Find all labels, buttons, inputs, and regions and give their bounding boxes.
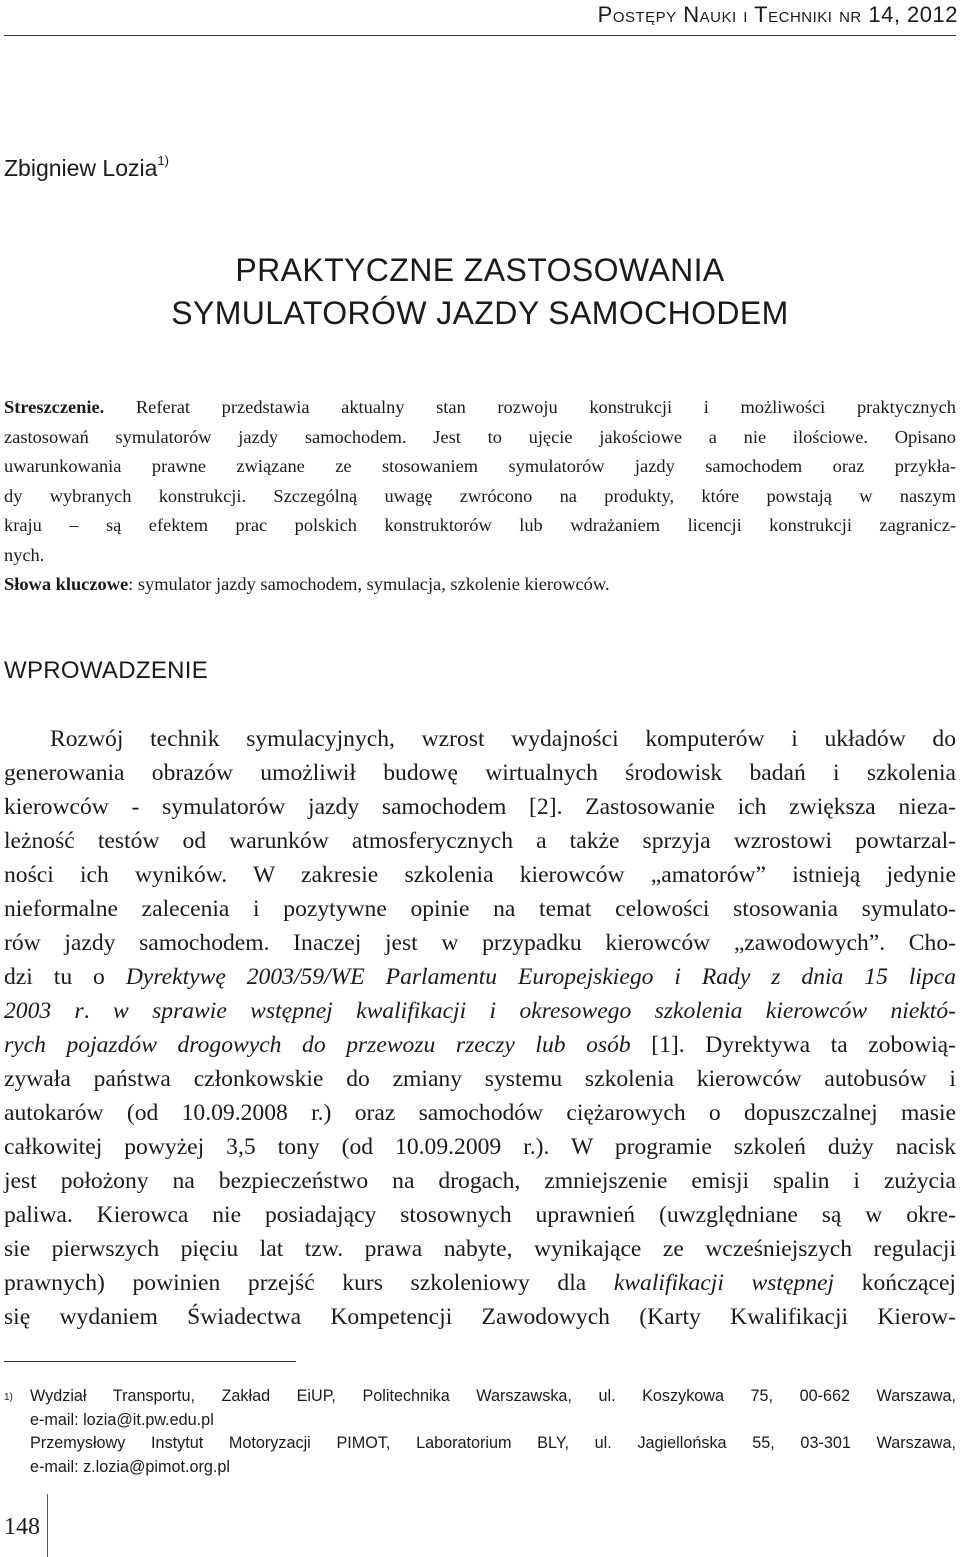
body-line: nieformalne zalecenia i pozytywne opinie na temat celowości stosowania symulato- [4,896,956,922]
keywords-text: : symulator jazdy samochodem, symulacja, szkolenie kierowców. [128,574,610,594]
footnote-email: e-mail: lozia@it.pw.edu.pl [30,1410,214,1429]
footnote-mark: 1) [4,1392,13,1403]
body-line: autokarów (od 10.09.2008 r.) oraz samochodów ciężarowych o dopuszczalnej masie [4,1100,956,1126]
author-name [4,155,169,182]
abstract-line: Streszczenie. Referat przedstawia aktualny stan rozwoju konstrukcji i możliwości praktycznych [4,397,956,417]
body-line: ności ich wyników. W zakresie szkolenia kierowców „amatorów” istnieją jedynie [4,862,956,888]
keywords [4,570,956,600]
body-line: kierowców - symulatorów jazdy samochodem [2]. Zastosowanie ich zwiększa nieza- [4,794,956,820]
footnote-line: Wydział Transportu, Zakład EiUP, Politechnika Warszawska, ul. Koszykowa 75, 00-662 Warszawa, [30,1387,956,1405]
body-line: Rozwój technik symulacyjnych, wzrost wydajności komputerów i układów do [50,726,956,752]
footnote-rule [4,1361,296,1362]
paper-title-line-1: PRAKTYCZNE ZASTOSOWANIA [235,252,725,288]
body-line: paliwa. Kierowca nie posiadający stosownych uprawnień (uwzględniane są w okre- [4,1202,956,1228]
body-line: sie pierwszych pięciu lat tzw. prawa nabyte, wynikające ze wcześniejszych regulacji [4,1236,956,1262]
body-paragraph [4,722,956,1334]
directive-title: Dyrektywę 2003/59/WE Parlamentu Europejskiego i Rady z dnia 15 lipca [125,964,956,990]
abstract-line: dy wybranych konstrukcji. Szczególną uwagę zwrócono na produkty, które powstają w naszym [4,485,956,506]
body-line: rych pojazdów drogowych do przewozu rzeczy lub osób [1]. Dyrektywa ta zobowią- [4,1032,957,1058]
body-line: 2003 r. w sprawie wstępnej kwalifikacji i okresowego szkolenia kierowców niektó- [4,998,956,1024]
abstract-line: zastosowań symulatorów jazdy samochodem. Jest to ujęcie jakościowe a nie ilościowe. Opisano [4,426,956,447]
abstract-line: uwarunkowania prawne związane ze stosowaniem symulatorów jazdy samochodem oraz przykła- [4,456,956,476]
section-heading: WPROWADZENIE [4,657,209,684]
body-line: zywała państwa członkowskie do zmiany systemu szkolenia kierowców autobusów i [4,1066,956,1092]
body-line: dzi tu o Dyrektywę 2003/59/WE Parlamentu Europejskiego i Rady z dnia 15 lipca [4,964,956,990]
affiliation-mark: 1) [157,153,169,169]
footnote-email: e-mail: z.lozia@pimot.org.pl [30,1457,230,1476]
abstract [4,393,956,600]
header-rule [4,35,956,36]
abstract-label: Streszczenie. [4,397,105,417]
body-line: prawnych) powinien przejść kurs szkoleniowy dla kwalifikacji wstępnej kończącej [4,1270,956,1296]
abstract-line: nych. [4,544,45,565]
running-header: Postępy Nauki i Techniki nr 14, 2012 [597,2,958,27]
page-number-rule [47,1494,48,1557]
footnotes [4,1385,956,1479]
term-italic: kwalifikacji wstępnej [613,1270,835,1296]
footnote-line: Przemysłowy Instytut Motoryzacji PIMOT, Laboratorium BLY, ul. Jagiellońska 55, 03-301 Warszawa, [30,1434,956,1452]
author-name-text: Zbigniew Lozia [4,155,158,181]
body-line: leżność testów od warunków atmosferycznych a także sprzyja wzrostowi powtarzal- [4,828,956,854]
page-number: 148 [4,1514,40,1540]
body-line: generowania obrazów umożliwił budowę wirtualnych środowisk badań i szkolenia [4,760,956,786]
keywords-label: Słowa kluczowe [4,574,129,594]
paper-title-line-2: SYMULATORÓW JAZDY SAMOCHODEM [171,295,789,331]
abstract-line: kraju – są efektem prac polskich konstruktorów lub wdrażaniem licencji konstrukcji zagranicz- [4,515,956,535]
body-line: całkowitej powyżej 3,5 tony (od 10.09.2009 r.). W programie szkoleń duży nacisk [4,1134,956,1160]
body-line: jest położony na bezpieczeństwo na drogach, zmniejszenie emisji spalin i zużycia [4,1168,956,1194]
body-line: się wydaniem Świadectwa Kompetencji Zawodowych (Karty Kwalifikacji Kierow- [4,1304,956,1330]
body-line: rów jazdy samochodem. Inaczej jest w przypadku kierowców „zawodowych”. Cho- [4,930,956,956]
footnote-block [4,1385,956,1479]
